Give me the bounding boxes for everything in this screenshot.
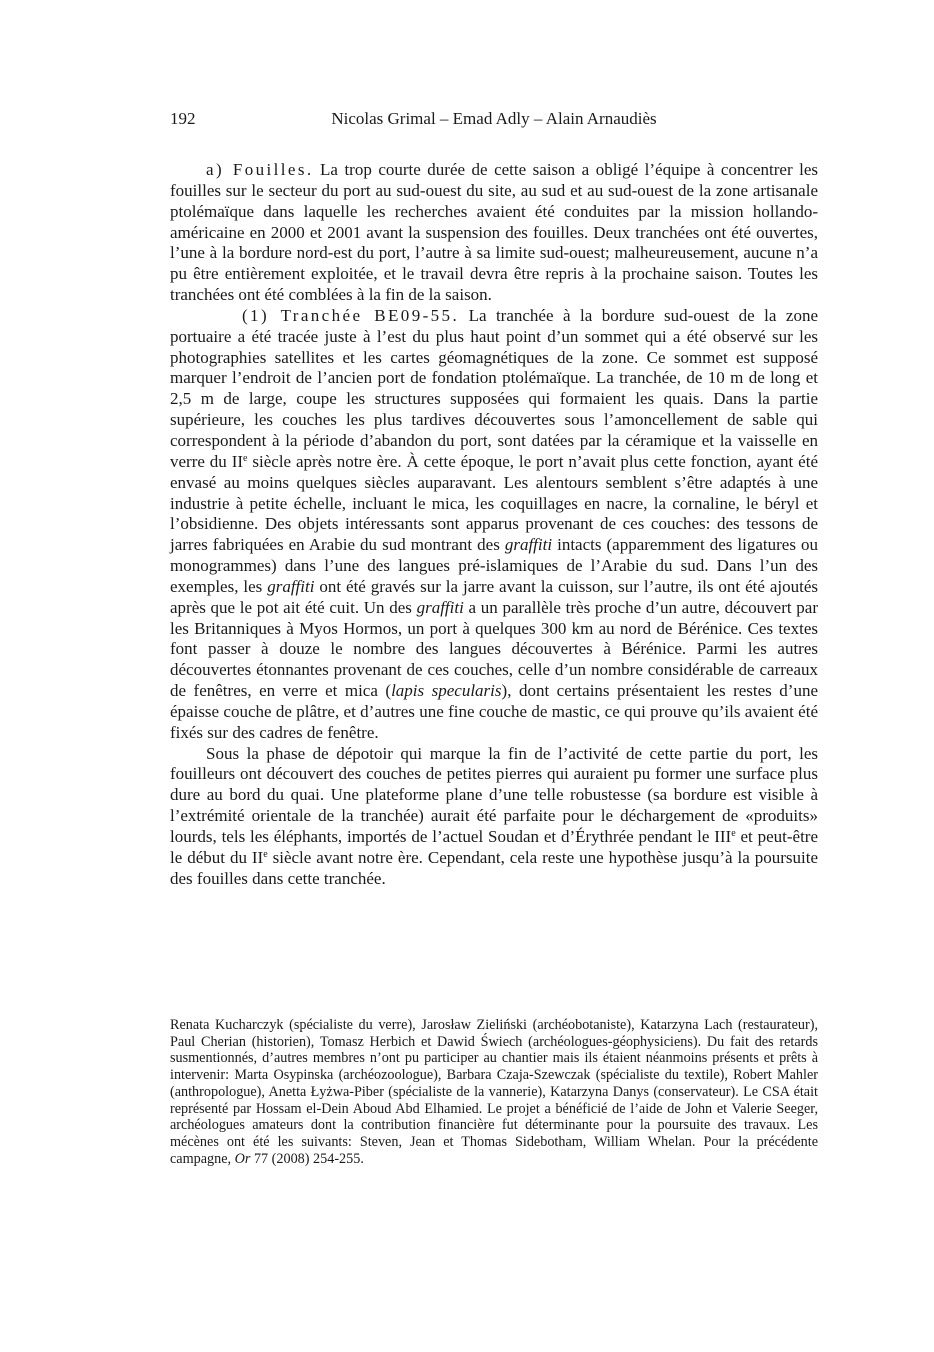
superscript: e bbox=[731, 828, 736, 839]
text-run: ont été gravés sur la jarre avant la cuisson, sur l’autre, ils ont été ajoutés après que le pot ait été cuit. Un des bbox=[170, 576, 818, 617]
superscript: e bbox=[263, 848, 268, 860]
text-run: Sous la phase de dépotoir qui marque la fin de l’activité de cette partie du port, les fouilleurs ont découvert des couches de petites pierres qui auraient pu former une surface plus dure au bord du quai. Une plateforme plane d’une telle robustesse (sa bordure est visible à l’extrémité orientale de la tranchée) aurait été parfaite pour le déchargement de «produits» lourds, tels les éléphants, importés de l’actuel Soudan et d’Érythrée pendant le III bbox=[170, 743, 818, 846]
text-run: intacts (apparemment des ligatures ou monogrammes) dans l’une des langues pré-islamiques de l’Arabie du sud. Dans l’un des exemples, les bbox=[170, 535, 818, 596]
text-run: 77 (2008) 254-255. bbox=[250, 1150, 364, 1167]
page-number: 192 bbox=[170, 109, 196, 128]
paragraph-text: La trop courte durée de cette saison a obligé l’équipe à concentrer les fouilles sur le secteur du port au sud-ouest du site, au sud et au sud-ouest de la zone artisanale ptolémaïque dans laquelle les recherches avaient été conduites par la mission hollando-américaine en 2000 et 2001 avant la suspension des fouilles. Deux tranchées ont été ouvertes, l’une à la bordure nord-est du port, l’autre à sa limite sud-ouest; malheureusement, aucune n’a pu être entièrement exploitée, et le travail devra être repris à la prochaine saison. Toutes les tranchées ont été comblées à la fin de la saison. bbox=[170, 160, 819, 305]
text-run: et peut-être le début du II bbox=[170, 827, 818, 867]
italic-term: lapis specularis bbox=[391, 681, 502, 701]
italic-journal: Or bbox=[234, 1150, 251, 1167]
superscript: e bbox=[243, 452, 248, 464]
footnote bbox=[170, 1017, 818, 1167]
text-run: siècle avant notre ère. Cependant, cela reste une hypothèse jusqu’à la poursuite des fouilles dans cette tranchée. bbox=[170, 847, 818, 888]
italic-term: graffiti bbox=[416, 597, 464, 617]
paragraph-tranchee bbox=[170, 306, 818, 744]
italic-term: graffiti bbox=[504, 535, 553, 555]
text-run: Renata Kucharczyk (spécialiste du verre), Jarosław Zieliński (archéobotaniste), Katarzyna Lach (restaurateur), Paul Cherian (historien), Tomasz Herbich et Dawid Świech (archéologues-géophysiciens). Du fait des retards susmentionnés, d’autres membres n’ont pu participer au chantier mais ils étaient néanmoins présents et prêts à intervenir: Marta Osypinska (archéozoologue), Barbara Czaja-Szewczak (spécialiste du textile), Robert Mahler (anthropologue), Anetta Łyżwa-Piber (spécialiste de la vannerie), Katarzyna Danys (conservateur). Le CSA était représenté par Hossam el-Dein Aboud Abd Elhamied. Le projet a bénéficié de l’aide de John et Valerie Seeger, archéologues amateurs dont la contribution financière fut déterminante pour la poursuite des travaux. Les mécènes ont été les suivants: Steven, Jean et Thomas Sidebotham, William Whelan. Pour la précédente campagne, bbox=[170, 1017, 818, 1167]
main-text bbox=[170, 160, 818, 890]
text-run: La tranchée à la bordure sud-ouest de la zone portuaire a été tracée juste à l’est du plus haut point d’un sommet qui a été observé sur les photographies satellites et les cartes géomagnétiques de la zone. Ce sommet est supposé marquer l’endroit de l’ancien port de fondation ptolémaïque. La tranchée, de 10 m de long et 2,5 m de large, coupe les structures supposées qui formaient les quais. Dans la partie supérieure, les couches les plus tardives découvertes sous l’amoncellement de sable qui correspondent à la période d’abandon du port, sont datées par la céramique et la vaisselle en verre du II bbox=[170, 305, 818, 471]
running-title: Nicolas Grimal – Emad Adly – Alain Arnaudiès bbox=[331, 109, 657, 128]
paragraph-fouilles bbox=[170, 160, 818, 306]
text-run: ), dont certains présentaient les restes d’une épaisse couche de plâtre, et d’autres une fine couche de mastic, ce qui prouve qu’ils avaient été fixés sur des cadres de fenêtre. bbox=[170, 681, 818, 742]
italic-term: graffiti bbox=[267, 576, 315, 596]
text-run: siècle après notre ère. À cette époque, le port n’avait plus cette fonction, ayant été envasé au moins quelques siècles auparavant. Les alentours semblent s’être adaptés à une industrie à petite échelle, incluant le mica, les coquillages en nacre, la cornaline, le béryl et l’obsidienne. Des objets intéressants sont apparus provenant de ces couches: des tessons de jarres fabriquées en Arabie du sud montrant des bbox=[170, 451, 818, 555]
paragraph-depotoir bbox=[170, 744, 818, 890]
section-heading-fouilles: a) Fouilles. bbox=[206, 160, 314, 179]
text-run: a un parallèle très proche d’un autre, découvert par les Britanniques à Myos Hormos, un port à quelques 300 km au nord de Bérénice. Ces textes font passer à douze le nombre des langues découvertes à Bérénice. Parmi les autres découvertes étonnantes provenant de ces couches, celle d’un nombre considérable de carreaux de fenêtres, en verre et mica ( bbox=[170, 597, 818, 701]
footnote-text bbox=[170, 1017, 818, 1167]
section-heading-tranchee: (1) Tranchée BE09-55. bbox=[242, 305, 460, 325]
